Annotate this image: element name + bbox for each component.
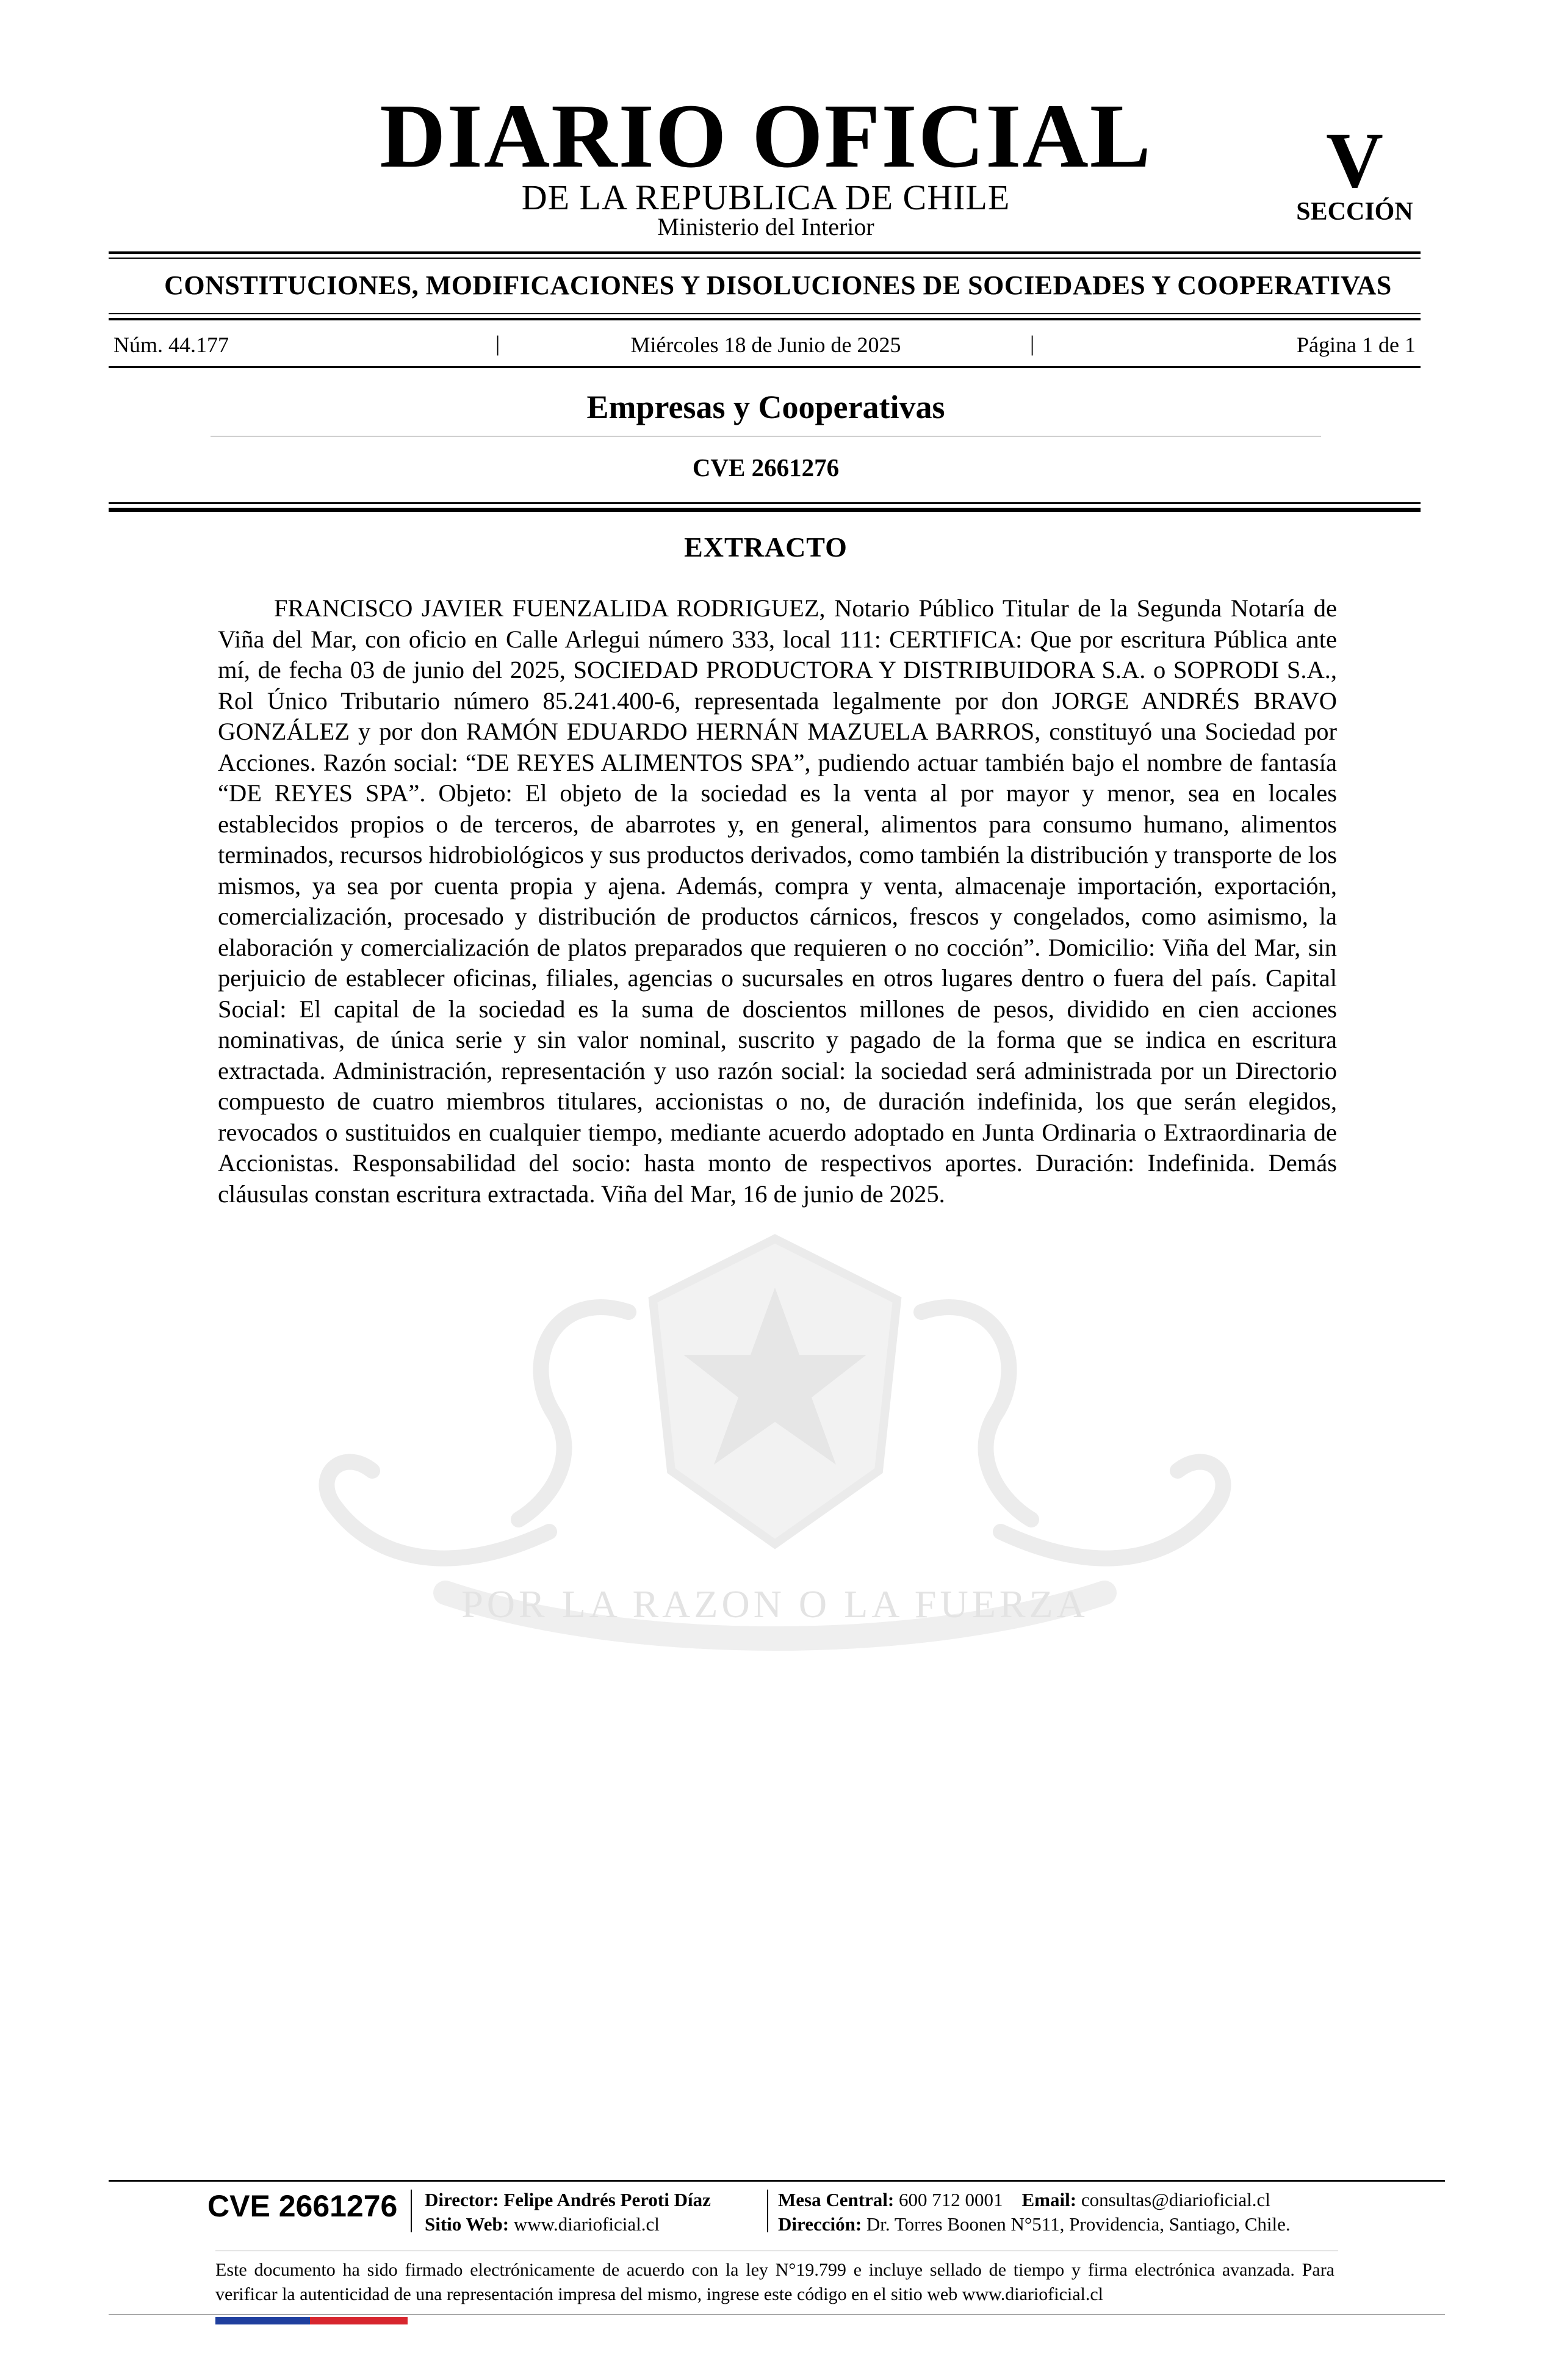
footer-cve-code: CVE 2661276 xyxy=(207,2189,398,2223)
director-name: Felipe Andrés Peroti Díaz xyxy=(503,2189,711,2210)
cve-rule-thin xyxy=(109,502,1421,504)
issue-number: Núm. 44.177 xyxy=(113,333,229,357)
masthead-subtitle: DE LA REPUBLICA DE CHILE xyxy=(521,178,1010,217)
email-link[interactable]: consultas@diarioficial.cl xyxy=(1081,2189,1270,2210)
site-link[interactable]: www.diarioficial.cl xyxy=(513,2213,660,2235)
watermark-motto: POR LA RAZON O LA FUERZA xyxy=(461,1582,1089,1626)
phone-value: 600 712 0001 xyxy=(899,2189,1003,2210)
section-heading-rule xyxy=(211,436,1321,437)
section-letter: V xyxy=(1326,117,1383,204)
issue-separator: | xyxy=(495,331,500,356)
category-title: CONSTITUCIONES, MODIFICACIONES Y DISOLUCIONES DE SOCIEDADES Y COOPERATIVAS xyxy=(164,270,1392,300)
issue-date: Miércoles 18 de Junio de 2025 xyxy=(630,333,901,357)
category-rule-bottom-thick xyxy=(109,318,1421,320)
address-value: Dr. Torres Boonen N°511, Providencia, Santiago, Chile. xyxy=(866,2213,1291,2235)
footer-divider xyxy=(411,2190,412,2232)
email-label: Email: xyxy=(1021,2189,1077,2210)
footer-signature-note: Este documento ha sido firmado electrónicamente de acuerdo con la ley N°19.799 e incluye sellado de tiempo y firma electrónica avanzada. Para verificar la autenticidad de una representación impresa del mismo, ingrese este código en el sitio web www.diarioficial.cl xyxy=(215,2260,1334,2304)
footer-rule-top xyxy=(109,2180,1445,2182)
extract-body: FRANCISCO JAVIER FUENZALIDA RODRIGUEZ, Notario Público Titular de la Segunda Notaría de Viña del Mar, con oficio en Calle Arlegui número 333, local 111: CERTIFICA: Que por escritura Pública ante mí, de fecha 03 de junio del 2025, SOCIEDAD PRODUCTORA Y DISTRIBUIDORA S.A. o SOPRODI S.A., Rol Único Tributario número 85.241.400-6, representada legalmente por don JORGE ANDRÉS BRAVO GONZÁLEZ y por don RAMÓN EDUARDO HERNÁN MAZUELA BARROS, constituyó una Sociedad por Acciones. Razón social: “DE REYES ALIMENTOS SPA”, pudiendo actuar también bajo el nombre de fantasía “DE REYES SPA”. Objeto: El objeto de la sociedad es la venta al por mayor y menor, sea en locales establecidos propios o de terceros, de abarrotes y, en general, alimentos para consumo humano, alimentos terminados, recursos hidrobiológicos y sus productos derivados, como también la distribución y transporte de los mismos, ya sea por cuenta propia y ajena. Además, compra y venta, almacenaje importación, exportación, comercialización, procesado y distribución de productos cárnicos, frescos y congelados, como asimismo, la elaboración y comercialización de platos preparados que requieren o no cocción”. Domicilio: Viña del Mar, sin perjuicio de establecer oficinas, filiales, agencias o sucursales en otros lugares dentro o fuera del país. Capital Social: El capital de la sociedad es la suma de doscientos millones de pesos, dividido en cien acciones nominativas, de única serie y sin valor nominal, suscrito y pagado de la forma que se indica en escritura extractada. Administración, representación y uso razón social: la sociedad será administrada por un Directorio compuesto de cuatro miembros titulares, accionistas o no, de duración indefinida, los que serán elegidos, revocados o sustituidos en cualquier tiempo, mediante acuerdo adoptado en Junta Ordinaria o Extraordinaria de Accionistas. Responsabilidad del socio: hasta monto de respectivos aportes. Duración: Indefinida. Demás cláusulas constan escritura extractada. Viña del Mar, 16 de junio de 2025. xyxy=(218,594,1337,1208)
issue-page: Página 1 de 1 xyxy=(1297,333,1416,357)
footer-rule-bottom xyxy=(109,2314,1445,2315)
cve-code: CVE 2661276 xyxy=(692,453,840,481)
footer-divider xyxy=(767,2190,768,2232)
masthead-title: DIARIO OFICIAL xyxy=(380,85,1152,187)
phone-label: Mesa Central: xyxy=(778,2189,895,2210)
section-label: SECCIÓN xyxy=(1296,198,1413,226)
flag-stripe-red xyxy=(310,2317,408,2324)
address-label: Dirección: xyxy=(778,2213,862,2235)
issue-rule xyxy=(109,366,1421,368)
category-rule-bottom xyxy=(109,313,1421,314)
footer-director-block xyxy=(425,2188,711,2237)
director-label: Director: xyxy=(425,2189,499,2210)
header-rule-top xyxy=(109,251,1421,254)
extract-title: EXTRACTO xyxy=(684,532,848,563)
site-label: Sitio Web: xyxy=(425,2213,510,2235)
section-heading: Empresas y Cooperativas xyxy=(586,389,945,425)
cve-rule-thick xyxy=(109,508,1421,512)
issue-separator: | xyxy=(1030,331,1035,356)
flag-stripe-blue xyxy=(215,2317,310,2324)
footer-contact-block xyxy=(778,2188,1291,2237)
header-rule-top-thin xyxy=(109,258,1421,259)
masthead-ministry: Ministerio del Interior xyxy=(657,213,874,240)
coat-of-arms-watermark xyxy=(262,1214,1288,1678)
